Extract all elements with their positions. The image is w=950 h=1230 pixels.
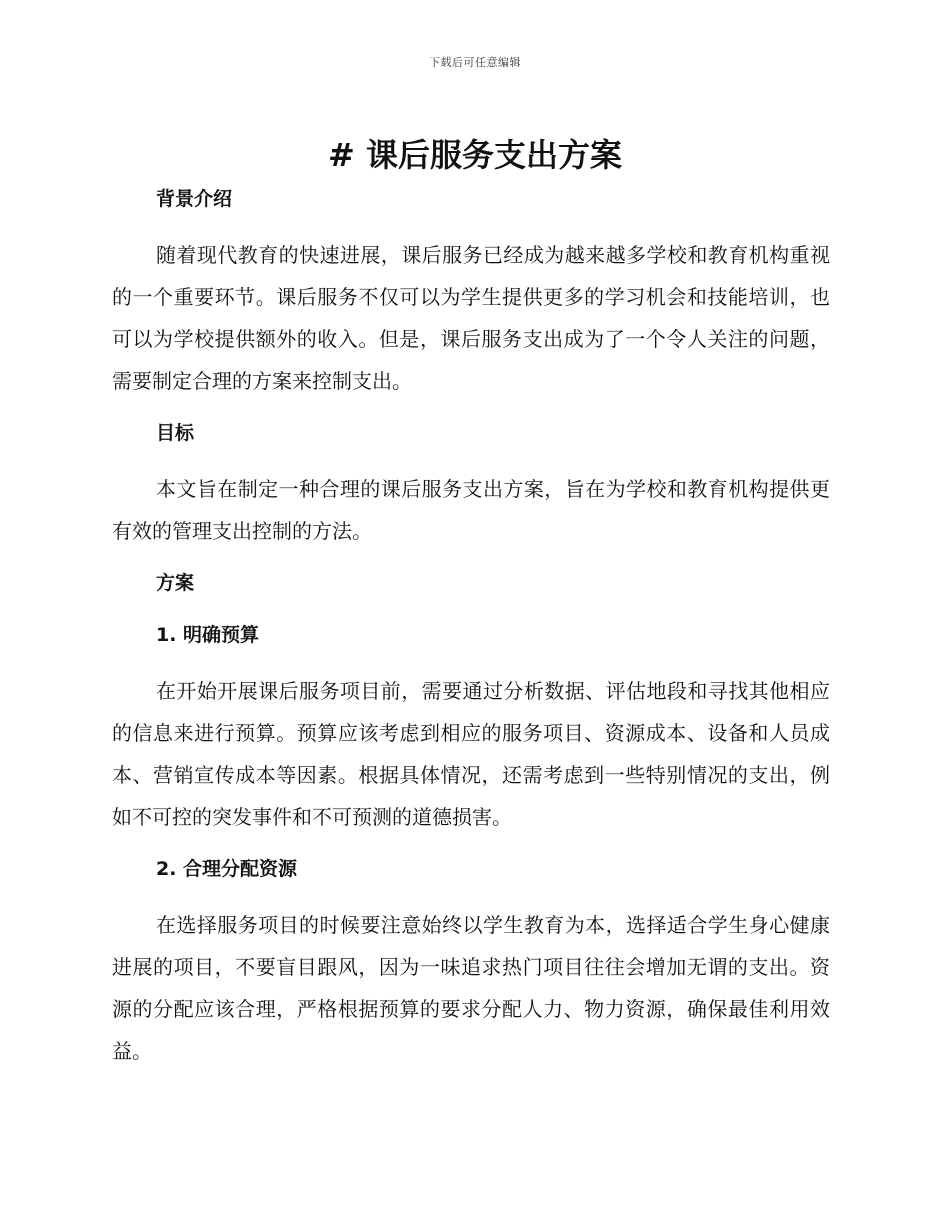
page-header-note: 下载后可任意编辑	[429, 56, 521, 69]
section-paragraph-resources: 在选择服务项目的时候要注意始终以学生教育为本，选择适合学生身心健康进展的项目，不要盲目跟风，因为一味追求热门项目往往会增加无谓的支出。资源的分配应该合理，严格根据预算的要求分配人力、物力资源，确保最佳利用效益。	[112, 913, 830, 1063]
section-heading-plan: 方案	[156, 572, 195, 594]
section-paragraph-goal: 本文旨在制定一种合理的课后服务支出方案，旨在为学校和教育机构提供更有效的管理支出控制的方法。	[112, 477, 830, 543]
section-heading-background: 背景介绍	[156, 188, 233, 210]
document-body	[112, 182, 830, 1072]
section-heading-resources: 2. 合理分配资源	[156, 858, 298, 880]
section-heading-goal: 目标	[156, 422, 195, 444]
section-heading-budget: 1. 明确预算	[156, 624, 260, 646]
section-paragraph-background: 随着现代教育的快速进展，课后服务已经成为越来越多学校和教育机构重视的一个重要环节。课后服务不仅可以为学生提供更多的学习机会和技能培训，也可以为学校提供额外的收入。但是，课后服务支出成为了一个令人关注的问题，需要制定合理的方案来控制支出。	[112, 243, 830, 393]
document-title: # 课后服务支出方案	[328, 136, 622, 174]
section-paragraph-budget: 在开始开展课后服务项目前，需要通过分析数据、评估地段和寻找其他相应的信息来进行预算。预算应该考虑到相应的服务项目、资源成本、设备和人员成本、营销宣传成本等因素。根据具体情况，还需考虑到一些特别情况的支出，例如不可控的突发事件和不可预测的道德损害。	[112, 679, 830, 829]
